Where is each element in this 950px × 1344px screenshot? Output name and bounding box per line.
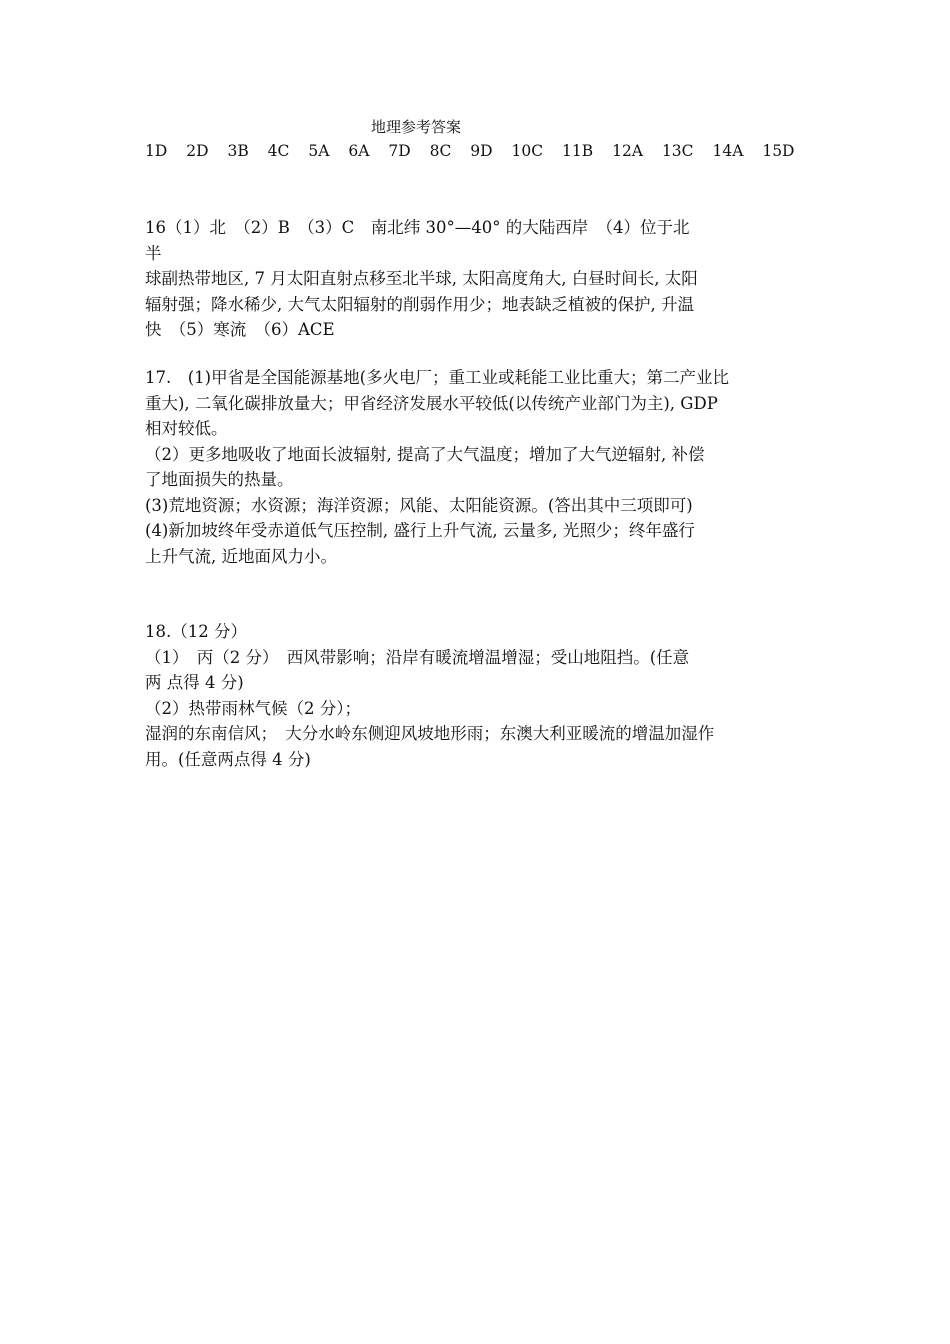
- answer-line: 16（1）北 （2）B （3）C 南北纬 30°—40° 的大陆西岸 （4）位于北: [145, 218, 690, 237]
- answer-line: （2）更多地吸收了地面长波辐射, 提高了大气温度；增加了大气逆辐射, 补偿: [145, 444, 705, 464]
- choice-answer: 2D: [186, 142, 209, 160]
- choice-answer: 3B: [227, 142, 249, 160]
- page-title: 地理参考答案: [371, 118, 462, 136]
- choice-answer: 4C: [267, 142, 290, 160]
- choice-answer: 11B: [562, 142, 594, 160]
- choice-answer: 10C: [511, 142, 544, 160]
- answer-line: 17. (1)甲省是全国能源基地(多火电厂；重工业或耗能工业比重大；第二产业比: [145, 368, 730, 387]
- answer-line: (3)荒地资源；水资源；海洋资源；风能、太阳能资源。(答出其中三项即可): [145, 495, 693, 515]
- choice-answer: 14A: [712, 142, 744, 160]
- choice-answer: 9D: [470, 142, 493, 160]
- answer-line: 上升气流, 近地面风力小。: [145, 546, 337, 566]
- choice-answer: 15D: [762, 142, 795, 160]
- question-16-answer: [145, 215, 813, 343]
- choice-answer: 1D: [145, 142, 168, 160]
- choice-answer: 8C: [429, 142, 452, 160]
- answer-line: 用。(任意两点得 4 分): [145, 749, 311, 769]
- choice-answer: 13C: [661, 142, 694, 160]
- choice-answer: 12A: [612, 142, 643, 160]
- answer-line: 重大), 二氧化碳排放量大；甲省经济发展水平较低(以传统产业部门为主), GDP: [145, 393, 718, 413]
- question-17-answer: [145, 365, 813, 569]
- answer-line: 快 （5）寒流 （6）ACE: [145, 320, 335, 339]
- answer-line: （1） 丙（2 分） 西风带影响；沿岸有暖流增温增湿；受山地阻挡。(任意: [145, 647, 690, 667]
- answer-line: 湿润的东南信风； 大分水岭东侧迎风坡地形雨；东澳大利亚暖流的增温加湿作: [145, 724, 715, 743]
- answer-line: （2）热带雨林气候（2 分）；: [145, 698, 361, 718]
- answer-line: 相对较低。: [145, 419, 228, 438]
- multiple-choice-answers: [145, 142, 808, 160]
- choice-answer: 5A: [308, 142, 330, 160]
- answer-line: 半: [145, 243, 162, 263]
- answer-line: 辐射强；降水稀少, 大气太阳辐射的削弱作用少；地表缺乏植被的保护, 升温: [145, 294, 694, 314]
- answer-line: (4)新加坡终年受赤道低气压控制, 盛行上升气流, 云量多, 光照少；终年盛行: [145, 521, 695, 540]
- choice-answer: 6A: [348, 142, 370, 160]
- answer-line: 18.（12 分）: [145, 622, 247, 641]
- choice-answer: 7D: [388, 142, 411, 160]
- answer-line: 了地面损失的热量。: [145, 470, 294, 489]
- answer-line: 两 点得 4 分): [145, 673, 244, 692]
- question-18-answer: [145, 619, 813, 772]
- answer-line: 球副热带地区, 7 月太阳直射点移至北半球, 太阳高度角大, 白昼时间长, 太阳: [145, 269, 698, 288]
